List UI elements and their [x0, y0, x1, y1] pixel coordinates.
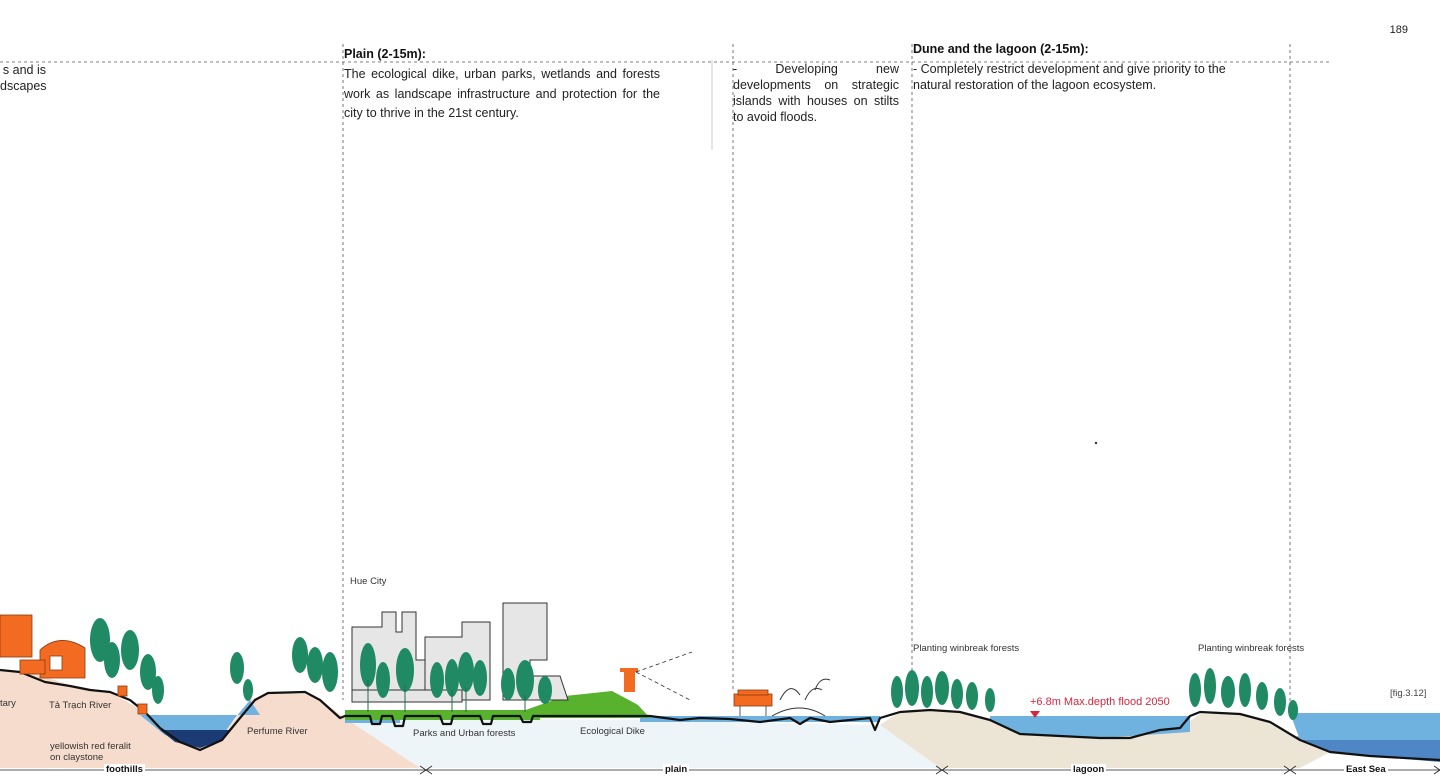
plain-text: The ecological dike, urban parks, wetlands and forests work as landscape infrastructure and protection for the city to thrive in the 21st century. [344, 67, 660, 120]
zone-plain: plain [665, 764, 688, 775]
house-3 [20, 660, 45, 674]
foothills-text-line-1: s and is [2, 63, 46, 77]
page-number: 189 [1389, 24, 1408, 36]
house-2-window [50, 656, 62, 670]
house-1 [0, 615, 32, 657]
zone-lagoon: lagoon [1073, 764, 1105, 775]
house-2-roof [40, 640, 85, 678]
dune-text: - Completely restrict development and give priority to the natural restoration of the lagoon ecosystem. [913, 62, 1226, 92]
soil-label-1: yellowish red feralit [50, 741, 131, 752]
view-lines [636, 652, 692, 700]
windbreak-trees-left [891, 670, 995, 712]
dike-tower [620, 668, 638, 692]
tower-body [624, 670, 635, 692]
figure-reference: [fig.3.12] [1390, 688, 1427, 699]
islands-text: - Developing new developments on strategic islands with houses on stilts to avoid floods. [733, 62, 899, 124]
island-sketch [772, 679, 830, 716]
stilt-house [734, 690, 772, 716]
windbreak-left-label: Planting winbreak forests [913, 643, 1020, 654]
stilt-house-upper [738, 690, 768, 695]
stray-dot [1095, 442, 1097, 444]
plain-title: Plain (2-15m): [344, 47, 426, 61]
foothill-block-2 [138, 704, 147, 714]
foothills-text-line-2: dscapes [0, 79, 47, 93]
perfume-river-label: Perfume River [247, 726, 308, 737]
tributary-label: tary [0, 698, 16, 709]
ecological-dike-label: Ecological Dike [580, 726, 645, 737]
windbreak-right-label: Planting winbreak forests [1198, 643, 1305, 654]
zone-foothills: foothills [106, 764, 143, 775]
parks-urban-forests-label: Parks and Urban forests [413, 728, 516, 739]
hue-city-label: Hue City [350, 576, 387, 587]
ta-trach-river-label: Tả Trạch River [49, 700, 112, 711]
tower-top [620, 668, 638, 672]
flood-level-label: +6.8m Max.depth flood 2050 [1030, 696, 1170, 708]
zone-east-sea: East Sea [1346, 764, 1386, 775]
soil-label-2: on claystone [50, 752, 104, 763]
stilt-house-body [734, 694, 772, 706]
dune-title: Dune and the lagoon (2-15m): [913, 42, 1089, 56]
foothill-block [118, 686, 127, 696]
east-sea-water [1290, 713, 1440, 740]
